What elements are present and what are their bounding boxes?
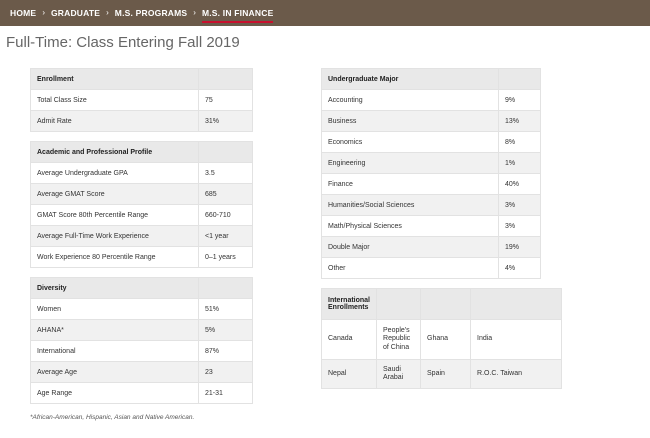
row-value: 19% (499, 237, 541, 258)
row-label: Average GMAT Score (31, 184, 199, 205)
breadcrumb-ms-programs[interactable]: M.S. PROGRAMS (114, 8, 188, 18)
row-label: Average Full-Time Work Experience (31, 226, 199, 247)
row-label: Age Range (31, 383, 199, 404)
row-label: Average Age (31, 362, 199, 383)
country-cell: People's Republic of China (377, 320, 421, 360)
country-cell: Ghana (421, 320, 471, 360)
row-value: 5% (199, 320, 253, 341)
country-cell: Canada (322, 320, 377, 360)
row-label: International (31, 341, 199, 362)
row-value: 87% (199, 341, 253, 362)
header-empty-cell (199, 69, 253, 90)
country-cell: R.O.C. Taiwan (471, 360, 562, 389)
breadcrumb-ms-finance[interactable]: M.S. IN FINANCE (202, 0, 273, 26)
header-empty-cell (199, 142, 253, 163)
country-cell: India (471, 320, 562, 360)
row-label: Economics (322, 132, 499, 153)
row-value: 51% (199, 299, 253, 320)
breadcrumb (0, 0, 650, 26)
breadcrumb-separator: › (106, 8, 109, 17)
breadcrumb-separator: › (42, 8, 45, 17)
row-label: Business (322, 111, 499, 132)
row-label: Finance (322, 174, 499, 195)
row-value: 3% (499, 195, 541, 216)
row-value: 685 (199, 184, 253, 205)
page-title: Full-Time: Class Entering Fall 2019 (6, 34, 240, 51)
academic-header: Academic and Professional Profile (31, 142, 199, 163)
breadcrumb-home[interactable]: HOME (10, 8, 37, 18)
row-label: Total Class Size (31, 90, 199, 111)
international-enrollments-table (321, 288, 562, 389)
country-cell: Saudi Arabai (377, 360, 421, 389)
row-value: 21-31 (199, 383, 253, 404)
row-value: 40% (499, 174, 541, 195)
diversity-table (30, 277, 253, 404)
row-value: 13% (499, 111, 541, 132)
header-empty-cell (199, 278, 253, 299)
row-value: 1% (499, 153, 541, 174)
row-value: 9% (499, 90, 541, 111)
row-label: Other (322, 258, 499, 279)
row-label: AHANA* (31, 320, 199, 341)
footnote: *African-American, Hispanic, Asian and Native American. (30, 414, 195, 421)
enrollment-table (30, 68, 253, 132)
header-empty-cell (421, 289, 471, 320)
header-empty-cell (471, 289, 562, 320)
row-label: Women (31, 299, 199, 320)
international-header: International Enrollments (322, 289, 377, 320)
row-label: Math/Physical Sciences (322, 216, 499, 237)
row-value: 75 (199, 90, 253, 111)
row-value: 660-710 (199, 205, 253, 226)
diversity-header: Diversity (31, 278, 199, 299)
row-value: 3% (499, 216, 541, 237)
undergrad-major-table (321, 68, 541, 279)
row-label: Average Undergraduate GPA (31, 163, 199, 184)
undergrad-major-header: Undergraduate Major (322, 69, 499, 90)
breadcrumb-graduate[interactable]: GRADUATE (50, 8, 101, 18)
country-cell: Nepal (322, 360, 377, 389)
row-value: 4% (499, 258, 541, 279)
academic-profile-table (30, 141, 253, 268)
row-value: <1 year (199, 226, 253, 247)
row-label: Accounting (322, 90, 499, 111)
header-empty-cell (377, 289, 421, 320)
row-label: Admit Rate (31, 111, 199, 132)
row-label: Double Major (322, 237, 499, 258)
row-value: 0–1 years (199, 247, 253, 268)
header-empty-cell (499, 69, 541, 90)
enrollment-header: Enrollment (31, 69, 199, 90)
row-value: 31% (199, 111, 253, 132)
country-cell: Spain (421, 360, 471, 389)
breadcrumb-separator: › (193, 8, 196, 17)
row-value: 23 (199, 362, 253, 383)
row-label: Humanities/Social Sciences (322, 195, 499, 216)
row-label: Work Experience 80 Percentile Range (31, 247, 199, 268)
breadcrumb-bar (0, 0, 650, 26)
row-value: 3.5 (199, 163, 253, 184)
row-label: GMAT Score 80th Percentile Range (31, 205, 199, 226)
row-value: 8% (499, 132, 541, 153)
row-label: Engineering (322, 153, 499, 174)
